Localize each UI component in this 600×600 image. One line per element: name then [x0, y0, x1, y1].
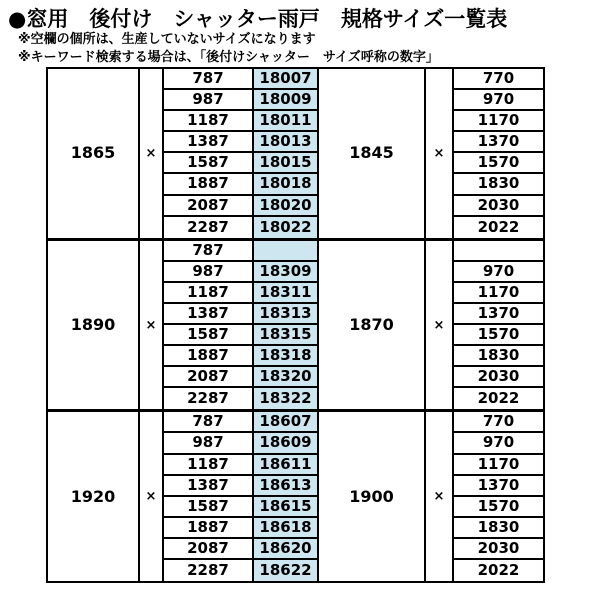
code-cell: 18318: [254, 346, 319, 367]
right-width-cell: 2030: [454, 367, 543, 388]
multiply-sign: ×: [140, 69, 164, 238]
width-cell: 1187: [164, 111, 254, 132]
right-width-cell: 1830: [454, 346, 543, 367]
right-width-cell: 1830: [454, 174, 543, 195]
width-cell: 787: [164, 241, 254, 262]
right-height-cell: 1900: [319, 412, 426, 581]
multiply-sign: ×: [140, 241, 164, 410]
width-cell: 987: [164, 262, 254, 283]
code-cell: 18018: [254, 174, 319, 195]
width-cell: 1587: [164, 325, 254, 346]
code-cell: 18311: [254, 283, 319, 304]
width-cell: 2287: [164, 217, 254, 238]
right-height-cell: 1870: [319, 241, 426, 410]
code-cell: 18611: [254, 455, 319, 476]
note-empty-cells: ※空欄の個所は、生産していないサイズになります: [18, 32, 316, 47]
right-width-cell: 1170: [454, 111, 543, 132]
width-cell: 1887: [164, 346, 254, 367]
width-cell: 1587: [164, 497, 254, 518]
width-cell: 2087: [164, 367, 254, 388]
code-cell: 18615: [254, 497, 319, 518]
code-cell: 18315: [254, 325, 319, 346]
code-cell: 18013: [254, 132, 319, 153]
right-width-cell: 2022: [477, 560, 520, 579]
code-cell-empty: [254, 241, 319, 262]
left-height-cell: 1920: [48, 412, 140, 581]
right-width-cell: 1370: [454, 132, 543, 153]
multiply-sign: ×: [426, 241, 454, 410]
multiply-sign: ×: [426, 412, 454, 581]
width-cell: 2287: [164, 388, 254, 409]
code-cell: 18322: [254, 388, 319, 409]
width-cell: 1187: [164, 455, 254, 476]
multiply-sign: ×: [140, 412, 164, 581]
right-width-cell: 1570: [454, 497, 543, 518]
width-cell: 2087: [164, 196, 254, 217]
code-cell: 18609: [254, 433, 319, 454]
code-cell: 18022: [254, 217, 319, 238]
width-cell: 1387: [164, 132, 254, 153]
right-width-cell: 770: [454, 412, 543, 433]
size-block-1920: [48, 409, 543, 581]
right-width-cell: 2022: [477, 217, 520, 236]
left-height-cell: 1890: [48, 241, 140, 410]
code-cell: 18618: [254, 518, 319, 539]
right-width-cell: 970: [454, 90, 543, 111]
right-width-cell: 770: [454, 69, 543, 90]
note-keyword-search: ※キーワード検索する場合は、「後付けシャッター サイズ呼称の数字」: [18, 50, 439, 65]
right-width-cell: 2022: [477, 389, 520, 408]
code-cell: 18009: [254, 90, 319, 111]
width-cell: 1887: [164, 174, 254, 195]
width-cell: 2287: [164, 560, 254, 581]
code-cell: 18622: [254, 560, 319, 581]
code-cell: 18620: [254, 539, 319, 560]
right-width-cell: 2030: [454, 539, 543, 560]
width-cell: 987: [164, 90, 254, 111]
left-height-cell: 1865: [48, 69, 140, 238]
right-width-cell: 1570: [454, 153, 543, 174]
width-cell: 1387: [164, 476, 254, 497]
width-cell: 987: [164, 433, 254, 454]
right-width-cell: 970: [454, 262, 543, 283]
right-width-cell: 1570: [454, 325, 543, 346]
right-width-cell: 970: [454, 433, 543, 454]
code-cell: 18320: [254, 367, 319, 388]
code-cell: 18613: [254, 476, 319, 497]
width-cell: 1887: [164, 518, 254, 539]
size-block-1865: [48, 69, 543, 238]
code-cell: 18011: [254, 111, 319, 132]
page-title: ●窓用 後付け シャッター雨戸 規格サイズ一覧表: [8, 7, 508, 31]
right-width-cell: 1170: [454, 283, 543, 304]
right-width-cell: 1370: [454, 304, 543, 325]
right-width-cell: 1170: [454, 455, 543, 476]
width-cell: 1187: [164, 283, 254, 304]
width-cell: 2087: [164, 539, 254, 560]
size-block-1890: [48, 238, 543, 410]
code-cell: 18007: [254, 69, 319, 90]
right-width-cell-empty: [454, 241, 543, 262]
code-cell: 18020: [254, 196, 319, 217]
right-width-cell: 1830: [454, 518, 543, 539]
right-width-cell: 2030: [454, 196, 543, 217]
code-cell: 18313: [254, 304, 319, 325]
width-cell: 1387: [164, 304, 254, 325]
width-cell: 787: [164, 69, 254, 90]
width-cell: 787: [164, 412, 254, 433]
right-width-cell: 1370: [454, 476, 543, 497]
size-table: [46, 67, 545, 583]
multiply-sign: ×: [426, 69, 454, 238]
code-cell: 18309: [254, 262, 319, 283]
right-height-cell: 1845: [319, 69, 426, 238]
code-cell: 18015: [254, 153, 319, 174]
width-cell: 1587: [164, 153, 254, 174]
code-cell: 18607: [254, 412, 319, 433]
